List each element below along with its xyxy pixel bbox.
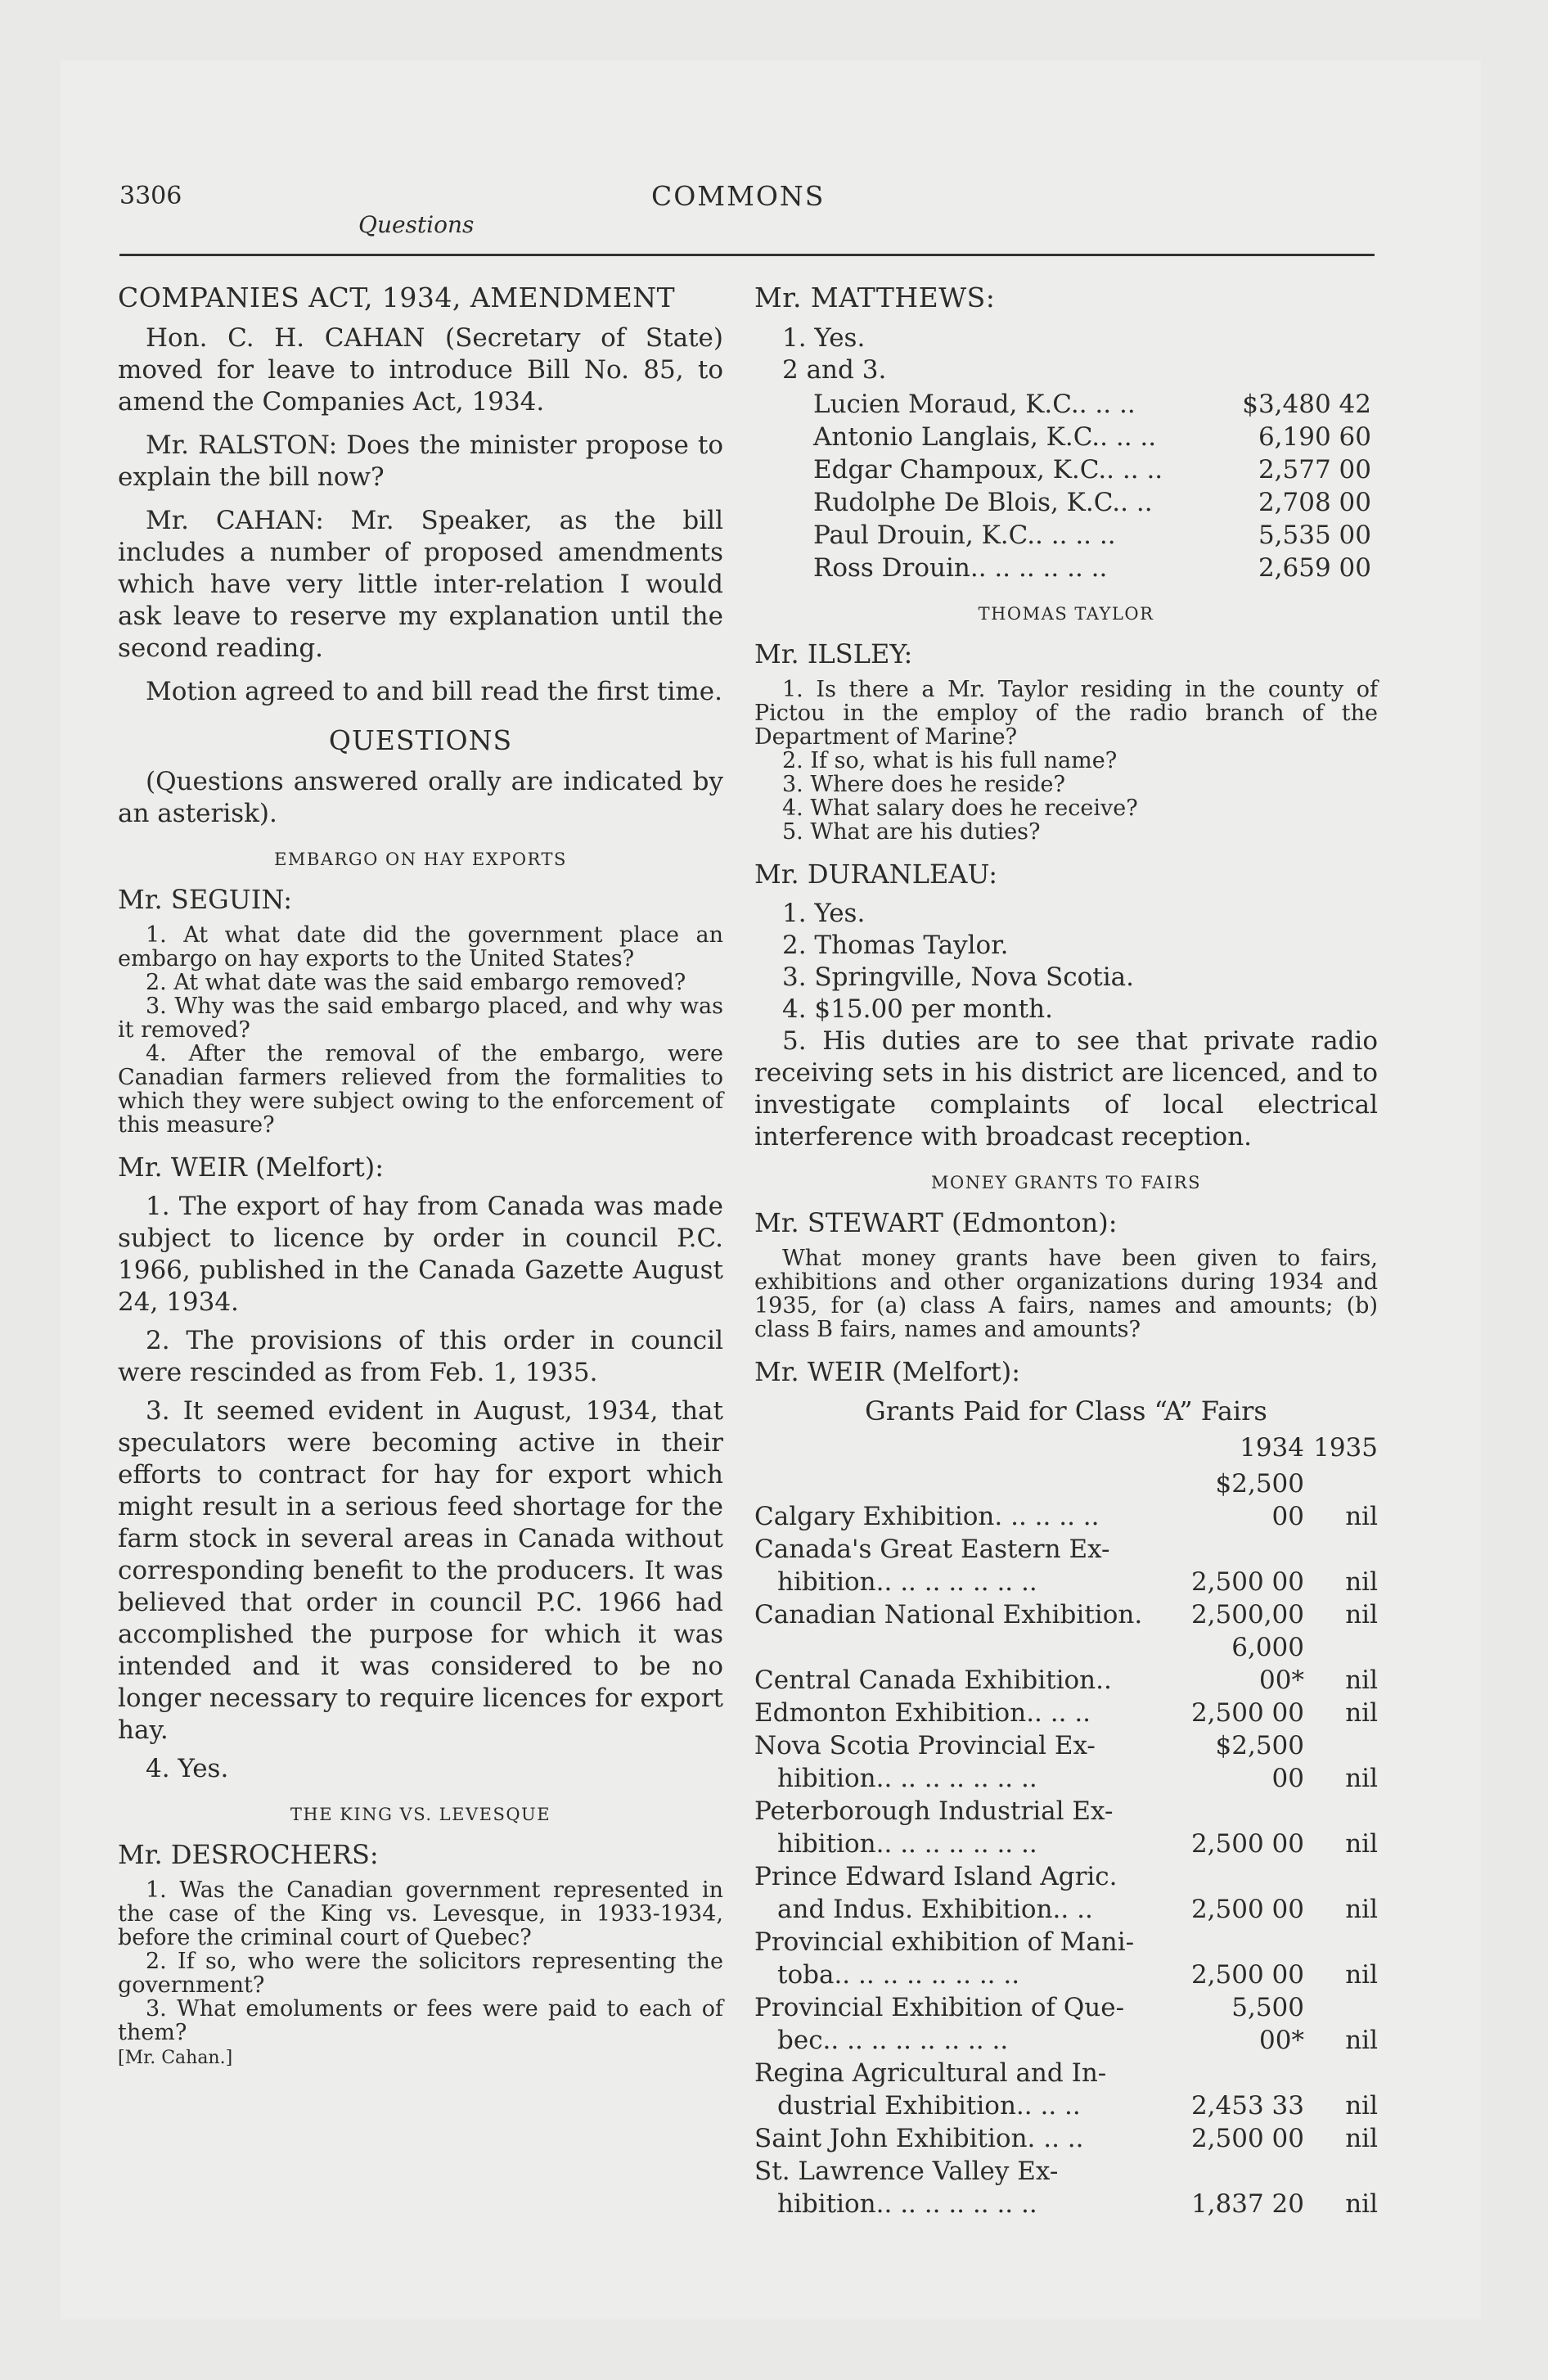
duranleau-answer-5: 5. His duties are to see that private radio receiving sets in his district are licenced, and to investigate complaints of local electrical interference with broadcast reception.: [754, 1026, 1378, 1152]
grants-table: [754, 1433, 1378, 2220]
table-row: [754, 1467, 1378, 1533]
table-row: [754, 1926, 1378, 1991]
speaker-weir-2: Mr. WEIR (Melfort):: [754, 1356, 1020, 1387]
solicitor-amount: $3,480 42: [1242, 390, 1371, 419]
fair-name: [754, 1467, 1190, 1533]
ilsley-question-5: 5. What are his duties?: [782, 819, 1041, 845]
grants-table-title: Grants Paid for Class “A” Fairs: [865, 1395, 1267, 1427]
page-footer: [Mr. Cahan.]: [118, 2048, 233, 2068]
questions-heading: QUESTIONS: [328, 724, 513, 756]
fair-name: [754, 1697, 1190, 1729]
money-grants-heading: MONEY GRANTS TO FAIRS: [931, 1173, 1201, 1192]
seguin-question-3: 3. Why was the said embargo placed, and why was it removed?: [118, 994, 723, 1043]
solicitor-name: Antonio Langlais, K.C.. .. ..: [813, 422, 1157, 452]
table-row: [754, 1631, 1378, 1697]
stewart-question: What money grants have been given to fairs, exhibitions and other organizations during 1934 and 1935, for (a) class A fairs, names and amounts; (b) class B fairs, names and amounts?: [754, 1246, 1378, 1342]
fair-name-line: Provincial exhibition of Mani-: [754, 1927, 1135, 1957]
table-row: [754, 552, 1371, 584]
fair-name: [754, 1598, 1190, 1631]
duranleau-answer-2: 2. Thomas Taylor.: [782, 931, 1009, 960]
solicitor-name: Edgar Champoux, K.C.. .. ..: [813, 455, 1163, 485]
name-column-header: [754, 1433, 1190, 1467]
grant-1934: $2,500 00: [1215, 1731, 1304, 1793]
table-row: [754, 1991, 1378, 2057]
table-row: [754, 453, 1371, 486]
grant-1935: nil: [1345, 1764, 1378, 1793]
grant-1935: nil: [1345, 1567, 1378, 1597]
table-row: [754, 2122, 1378, 2155]
grant-1935: nil: [1345, 1502, 1378, 1531]
cahan-reply: Mr. CAHAN: Mr. Speaker, as the bill includes a number of proposed amendments which have very little inter-relation I would ask leave to reserve my explanation until the second reading.: [118, 506, 723, 663]
table-row: [754, 1598, 1378, 1631]
grant-1934: 6,000 00*: [1231, 1633, 1304, 1695]
ilsley-question-4: 4. What salary does he receive?: [782, 796, 1138, 821]
table-row: [754, 519, 1371, 552]
solicitor-amount: 2,659 00: [1258, 553, 1371, 583]
fair-name: [754, 1729, 1190, 1795]
fair-name-line: Prince Edward Island Agric.: [754, 1862, 1118, 1891]
grant-1935: nil: [1345, 2124, 1378, 2153]
solicitor-amount: 2,577 00: [1258, 455, 1371, 485]
fair-name-continuation: hibition.. .. .. .. .. .. ..: [777, 1829, 1037, 1859]
solicitor-amount: 2,708 00: [1258, 488, 1371, 517]
fair-name-line: Canadian National Exhibition.: [754, 1600, 1143, 1629]
solicitor-name: Paul Drouin, K.C.. .. .. ..: [813, 521, 1116, 550]
duranleau-answer-3: 3. Springville, Nova Scotia.: [782, 962, 1134, 992]
speaker-seguin: Mr. SEGUIN:: [118, 884, 292, 915]
table-row: [754, 421, 1371, 453]
fair-name: [754, 2122, 1190, 2155]
matthews-answer-1: 1. Yes.: [782, 323, 866, 353]
weir-answer-1: 1. The export of hay from Canada was made subject to licence by order in council P.C. 1966, published in the Canada Gazette August 24, 1934.: [118, 1192, 723, 1317]
cahan-intro: Hon. C. H. CAHAN (Secretary of State) moved for leave to introduce Bill No. 85, to amend the Companies Act, 1934.: [118, 323, 723, 417]
fair-name-continuation: hibition.. .. .. .. .. .. ..: [777, 1764, 1037, 1793]
year-1935-header: 1935: [1313, 1433, 1378, 1463]
ralston-question: Mr. RALSTON: Does the minister propose to explain the bill now?: [118, 430, 723, 492]
grant-1935: nil: [1345, 1666, 1378, 1695]
desrochers-question-3: 3. What emoluments or fees were paid to each of them?: [118, 1996, 723, 2045]
duranleau-answer-1: 1. Yes.: [782, 899, 866, 928]
grant-1935: nil: [1345, 1829, 1378, 1859]
page-number: 3306: [119, 182, 182, 210]
weir-answer-4: 4. Yes.: [146, 1754, 229, 1783]
grant-1934: 2,500 00: [1190, 1698, 1304, 1728]
speaker-desrochers: Mr. DESROCHERS:: [118, 1839, 379, 1870]
desrochers-question-2: 2. If so, who were the solicitors representing the government?: [118, 1949, 723, 1998]
companies-act-heading: COMPANIES ACT, 1934, AMENDMENT: [118, 282, 676, 313]
table-row: [754, 2057, 1378, 2122]
embargo-heading: EMBARGO ON HAY EXPORTS: [274, 850, 567, 869]
ilsley-question-2: 2. If so, what is his full name?: [782, 748, 1118, 773]
fair-name-line: Central Canada Exhibition..: [754, 1666, 1112, 1695]
grant-1934: 2,500 00: [1190, 1895, 1304, 1924]
solicitor-amount: 5,535 00: [1258, 521, 1371, 550]
thomas-taylor-heading: THOMAS TAYLOR: [978, 604, 1154, 624]
desrochers-question-1: 1. Was the Canadian government represented in the case of the King vs. Levesque, in 1933-1934, before the criminal court of Quebec?: [118, 1877, 723, 1950]
king-levesque-heading: THE KING VS. LEVESQUE: [290, 1805, 551, 1824]
left-column: [118, 275, 723, 2068]
fair-name-line: Peterborough Industrial Ex-: [754, 1796, 1114, 1826]
fair-name: [754, 2155, 1190, 2220]
speaker-ilsley: Mr. ILSLEY:: [754, 638, 913, 669]
fair-name-continuation: dustrial Exhibition.. .. ..: [777, 2091, 1081, 2121]
ilsley-question-1: 1. Is there a Mr. Taylor residing in the county of Pictou in the employ of the radio branch of the Department of Marine?: [754, 677, 1378, 750]
table-row: [754, 1795, 1378, 1860]
grant-1935: nil: [1345, 1960, 1378, 1990]
fair-name-line: Edmonton Exhibition.. .. ..: [754, 1698, 1091, 1728]
solicitor-fees-table: [754, 388, 1371, 584]
table-row: [754, 1697, 1378, 1729]
fair-name-line: Regina Agricultural and In-: [754, 2058, 1107, 2088]
grant-1934: 2,500 00: [1190, 2124, 1304, 2153]
running-subtitle: Questions: [358, 211, 475, 238]
grants-table-body: [754, 1467, 1378, 2220]
running-title: COMMONS: [651, 180, 826, 212]
grant-1934: 1,837 20: [1190, 2189, 1304, 2219]
questions-note: (Questions answered orally are indicated by an asterisk).: [118, 767, 723, 828]
grant-1935: nil: [1345, 1600, 1378, 1629]
grant-1935: nil: [1345, 2189, 1378, 2219]
fair-name-continuation: and Indus. Exhibition.. ..: [777, 1895, 1093, 1924]
fair-name-continuation: hibition.. .. .. .. .. .. ..: [777, 1567, 1037, 1597]
duranleau-answer-4: 4. $15.00 per month.: [782, 994, 1053, 1024]
grant-1935: nil: [1345, 2026, 1378, 2055]
fair-name-line: Provincial Exhibition of Que-: [754, 1993, 1125, 2022]
motion-text: Motion agreed to and bill read the first time.: [146, 677, 723, 706]
table-row: [754, 1729, 1378, 1795]
grant-1935: nil: [1345, 1895, 1378, 1924]
fair-name: [754, 1795, 1190, 1860]
solicitor-name: Rudolphe De Blois, K.C.. ..: [813, 488, 1153, 517]
fair-name-line: Calgary Exhibition. .. .. .. ..: [754, 1502, 1100, 1531]
grant-1934: $2,500 00: [1215, 1469, 1304, 1531]
table-row: [754, 486, 1371, 519]
fair-name: [754, 1631, 1190, 1697]
grant-1934: 2,500 00: [1190, 1960, 1304, 1990]
seguin-question-1: 1. At what date did the government place an embargo on hay exports to the United States?: [118, 922, 723, 971]
right-column: [754, 275, 1378, 2220]
weir-answer-3: 3. It seemed evident in August, 1934, that speculators were becoming active in their efforts to contract for hay for export which might result in a serious feed shortage for the farm stock in several areas in Canada without corresponding benefit to the producers. It was believed that order in council P.C. 1966 had accomplished the purpose for which it was intended and it was considered to be no longer necessary to require licences for export hay.: [118, 1396, 723, 1745]
header-rule: [119, 254, 1375, 256]
grant-1935: nil: [1345, 2091, 1378, 2121]
speaker-duranleau: Mr. DURANLEAU:: [754, 859, 998, 890]
speaker-weir: Mr. WEIR (Melfort):: [118, 1152, 384, 1183]
solicitor-name: Lucien Moraud, K.C.. .. ..: [813, 390, 1136, 419]
fair-name-line: St. Lawrence Valley Ex-: [754, 2157, 1059, 2186]
grant-1934: 2,453 33: [1190, 2091, 1304, 2121]
solicitor-name: Ross Drouin.. .. .. .. .. ..: [813, 553, 1108, 583]
grant-1935: nil: [1345, 1698, 1378, 1728]
grant-1934: 2,500 00: [1190, 1829, 1304, 1859]
seguin-question-2: 2. At what date was the said embargo removed?: [146, 970, 686, 995]
table-row: [754, 2155, 1378, 2220]
grant-1934: 2,500 00: [1190, 1567, 1304, 1597]
fair-name: [754, 1533, 1190, 1598]
fair-name-continuation: hibition.. .. .. .. .. .. ..: [777, 2189, 1037, 2219]
speaker-matthews: Mr. MATTHEWS:: [754, 282, 996, 313]
fair-name: [754, 1926, 1190, 1991]
table-row: [754, 388, 1371, 421]
page-header: [119, 182, 1375, 255]
seguin-question-4: 4. After the removal of the embargo, were Canadian farmers relieved from the formalities to which they were subject owing to the enforcement of this measure?: [118, 1041, 723, 1138]
table-header-row: [754, 1433, 1378, 1467]
grant-1934: 5,500 00*: [1231, 1993, 1304, 2055]
year-1934-header: 1934: [1240, 1433, 1304, 1463]
fair-name: [754, 2057, 1190, 2122]
fair-name: [754, 1991, 1190, 2057]
fair-name-continuation: toba.. .. .. .. .. .. .. ..: [777, 1960, 1020, 1990]
matthews-answer-2: 2 and 3.: [782, 355, 887, 385]
fair-name: [754, 1860, 1190, 1926]
ilsley-question-3: 3. Where does he reside?: [782, 772, 1065, 797]
fair-name-line: Nova Scotia Provincial Ex-: [754, 1731, 1096, 1760]
fair-name-line: Saint John Exhibition. .. ..: [754, 2124, 1084, 2153]
solicitor-amount: 6,190 60: [1258, 422, 1371, 452]
fair-name-line: Canada's Great Eastern Ex-: [754, 1535, 1110, 1564]
speaker-stewart: Mr. STEWART (Edmonton):: [754, 1207, 1118, 1238]
grant-1934: 2,500,00: [1190, 1600, 1304, 1629]
table-row: [754, 1533, 1378, 1598]
fair-name-continuation: bec.. .. .. .. .. .. .. ..: [777, 2026, 1009, 2055]
weir-answer-2: 2. The provisions of this order in council were rescinded as from Feb. 1, 1935.: [118, 1326, 723, 1387]
table-row: [754, 1860, 1378, 1926]
